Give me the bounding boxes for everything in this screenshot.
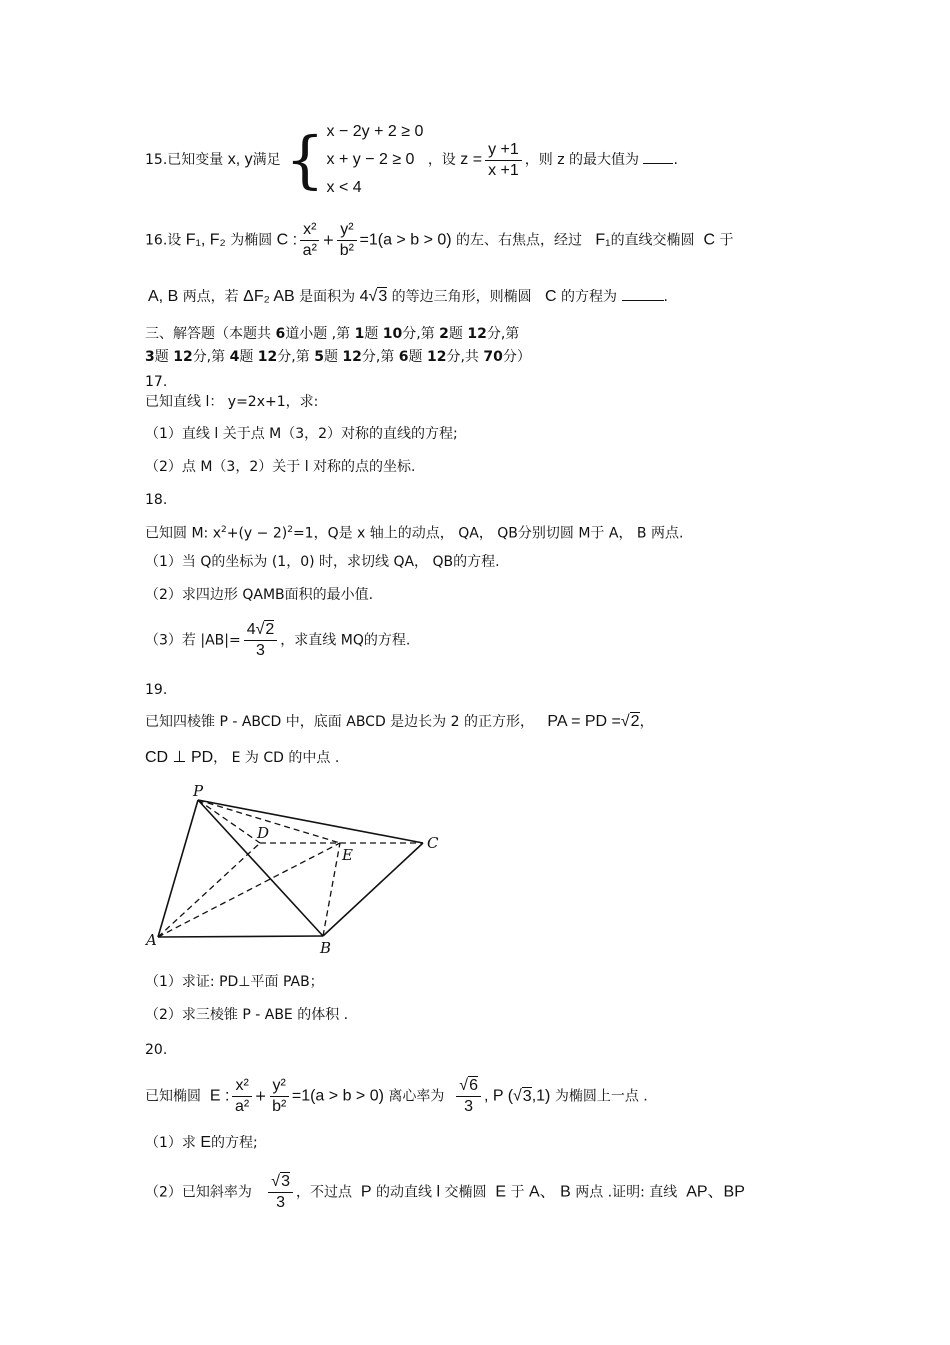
q16-prefix: 设 [167, 232, 182, 249]
q17-stem: 已知直线 l： y=2x+1，求: [145, 394, 319, 410]
slope-denominator: 3 [276, 1194, 286, 1211]
q16-tail: 的左、右焦点，经过 [456, 232, 583, 249]
q15-set: ，设 [427, 152, 456, 168]
q19-part-1: （1）求证: PD⊥平面 PAB； [145, 974, 324, 990]
sec-text: 分,第 [192, 349, 230, 365]
q16-triangle: ΔF₂ AB [243, 288, 295, 305]
sec-text: 题 [154, 349, 174, 365]
ab-numerator: 4√2 [244, 620, 278, 641]
q19-number: 19. [145, 682, 168, 698]
constraint-system [327, 118, 424, 202]
x-numerator: x² [232, 1076, 251, 1097]
constraint-3: x < 4 [326, 179, 362, 196]
q20-p2-d: 交椭圆 [444, 1184, 487, 1201]
sec-text: 三、解答题（本题共 [145, 326, 276, 342]
q18-p3-b: ，求直线 MQ的方程. [280, 632, 411, 649]
ab-fraction [244, 620, 278, 661]
q17-part-2: （2）点 M（3，2）关于 l 对称的点的坐标. [145, 459, 416, 475]
label-e: E [342, 846, 353, 864]
q15-line: 15.已知变量 x, y满足 { x − 2y + 2 ≥ 0 x + y − 2 ≥ 0 x < 4 ，设 z = $\frac{y +1}{x +1}$ ，则 z 的最大值为 . [145, 118, 678, 202]
label-p: P [193, 782, 204, 800]
q15-cond: 满足 [252, 152, 281, 168]
coef: 4 [246, 621, 256, 638]
x-numerator: x² [300, 220, 319, 241]
sec-num: 10 [382, 326, 403, 342]
sec-text: 分,共 [446, 349, 484, 365]
x-fraction [232, 1076, 251, 1117]
label-d: D [257, 824, 270, 842]
z-denominator: x +1 [488, 161, 519, 179]
q19-part-2: （2）求三棱锥 P - ABE 的体积 . [145, 1007, 349, 1023]
section-header-line-1 [145, 324, 519, 344]
sec-text: 分,第 [402, 326, 440, 342]
q16-c2: C [545, 288, 557, 305]
sec-text: 分） [502, 349, 531, 365]
exponent: 2 [220, 525, 227, 535]
edge-ad [158, 843, 260, 937]
q20-p2-b: ，不过点 [295, 1184, 352, 1201]
q18-part-2: （2）求四边形 QAMB面积的最小值. [145, 587, 374, 603]
radicand: 3 [281, 1173, 290, 1190]
q18-number: 18. [145, 492, 168, 508]
edge-pa [158, 800, 198, 937]
sec-num: 1 [354, 326, 365, 342]
q20-p2-P: P [360, 1183, 372, 1201]
sec-num: 5 [314, 349, 324, 365]
edge-ae [158, 843, 340, 937]
x-fraction [300, 220, 319, 261]
sec-text: 题 [408, 349, 427, 365]
q17-number: 17. [145, 374, 168, 390]
q15-prefix: 已知变量 [167, 152, 224, 168]
sec-num: 2 [439, 326, 449, 342]
sec-text: 题 [239, 349, 258, 365]
q16-tail2: 的直线交椭圆 [610, 232, 695, 249]
sec-num: 12 [173, 349, 193, 365]
z-fraction [485, 140, 522, 181]
q18-p3-a: （3）若 |AB|= [145, 632, 241, 649]
slope-numerator: √3 [268, 1172, 293, 1193]
q20-p2-f: 两点 .证明: 直线 [575, 1184, 678, 1201]
q16-ab: A, B [148, 288, 179, 305]
sec-text: 分,第 [486, 326, 520, 342]
sec-num: 6 [398, 349, 409, 365]
q20-stem-a: 已知椭圆 [145, 1088, 201, 1105]
area-coef: 4 [359, 288, 369, 305]
sec-num: 12 [257, 349, 278, 365]
q20-p2-l: l [436, 1183, 441, 1201]
q18-stem-c: =1，Q是 x 轴上的动点， QA， QB分别切圆 M于 A， B 两点. [292, 525, 684, 542]
answer-blank [622, 300, 664, 301]
label-c: C [427, 834, 439, 852]
z-numerator: y +1 [485, 140, 522, 161]
label-a: A [146, 931, 157, 949]
q16-f1: F₁ [595, 231, 611, 249]
q20-p2-g: AP、BP [686, 1183, 745, 1201]
sec-num: 3 [145, 349, 155, 365]
q20-p2-c: 的动直线 [376, 1184, 432, 1201]
q20-p1-b: 的方程; [211, 1135, 258, 1151]
radicand: 6 [469, 1077, 478, 1094]
q16-clabel: C : [276, 231, 298, 249]
constraint-2: x + y − 2 ≥ 0 [326, 151, 415, 168]
q15-tail: ，则 z 的最大值为 [524, 152, 639, 168]
q20-stem-b: 离心率为 [388, 1088, 445, 1105]
q20-part-2 [145, 1172, 745, 1213]
q19-line2-b: ， E 为 CD 的中点 . [213, 750, 340, 766]
sqrt-sign: √ [368, 288, 378, 305]
radicand: 2 [630, 713, 640, 730]
q19-stem [145, 712, 654, 732]
q16-c: C [703, 231, 716, 249]
x-denominator: a² [302, 242, 317, 259]
sqrt-sign: √ [620, 713, 630, 730]
q20-p2-a: （2）已知斜率为 [145, 1184, 252, 1201]
q15-number: 15. [145, 152, 168, 168]
sec-text: 分,第 [361, 349, 399, 365]
point-p-open: , P ( [483, 1087, 514, 1105]
q16-line-1: 16.设 F₁, F₂ 为椭圆 C : $\frac{\text{x²}}{\text{a²}}$ + $\frac{\text{y²}}{\text{b²}}$ =1(a > b > 0) 的左、右焦点，经过 F₁的直线交椭圆 C 于 [145, 221, 734, 259]
q16-mid: 为椭圆 [230, 232, 273, 249]
q18-stem-a: 已知圆 M: x [145, 525, 221, 542]
q20-part-1 [145, 1133, 258, 1153]
q16-eq: =1(a > b > 0) [359, 231, 452, 249]
system-brace: { [285, 123, 325, 196]
q16-text-b: 两点，若 [182, 289, 239, 305]
q16-yu: 于 [719, 232, 734, 249]
ecc-denominator: 3 [464, 1098, 474, 1115]
q16-line-2: A, B 两点，若 ΔF₂ AB 是面积为 4√3 的等边三角形，则椭圆 C 的方程为 . [148, 288, 668, 305]
sqrt-sign: √ [513, 1087, 522, 1105]
x-denominator: a² [235, 1098, 250, 1115]
section-header-line-2 [145, 347, 531, 367]
q19-math: PA = PD = [547, 713, 621, 730]
q15-zeq: z = [460, 151, 483, 168]
comma: ， [639, 714, 654, 730]
answer-blank [643, 163, 673, 164]
sec-text: 分,第 [277, 349, 315, 365]
q20-number: 20. [145, 1042, 168, 1058]
y-numerator: y² [337, 220, 356, 241]
q20-p1-e: E [200, 1134, 212, 1151]
q18-stem-b: +(y − 2) [226, 525, 288, 542]
point-p-close: ,1) [531, 1087, 551, 1105]
cd-perp-pd: CD ⊥ PD [145, 749, 214, 766]
q20-p2-E: E [495, 1183, 507, 1201]
sec-text: 道小题 ,第 [285, 326, 355, 342]
y-numerator: y² [270, 1076, 289, 1097]
q20-stem-c: 为椭圆上一点 . [554, 1088, 648, 1105]
q19-stem-a: 已知四棱锥 P - ABCD 中，底面 ABCD 是边长为 2 的正方形， [145, 714, 534, 730]
sec-num: 6 [275, 326, 286, 342]
q16-number: 16. [145, 232, 168, 249]
q17-part-1: （1）直线 l 关于点 M（3，2）对称的直线的方程; [145, 426, 458, 442]
radicand: 3 [522, 1087, 532, 1105]
ecc-numerator: √6 [456, 1076, 481, 1097]
q18-part-3 [145, 620, 410, 661]
ab-denominator: 3 [256, 642, 265, 659]
pyramid-figure [140, 780, 450, 960]
y-denominator: b² [339, 242, 354, 259]
q16-text-c: 是面积为 [299, 289, 356, 305]
q20-elabel: E : [209, 1087, 230, 1105]
label-b: B [320, 939, 332, 957]
q18-part-1: （1）当 Q的坐标为 (1，0) 时，求切线 QA， QB的方程. [145, 554, 500, 570]
edge-ab [158, 936, 323, 937]
y-denominator: b² [272, 1098, 287, 1115]
q20-p2-AB: A、 B [528, 1183, 571, 1201]
q20-p1-a: （1）求 [145, 1135, 196, 1151]
q16-foci: F₁, F₂ [185, 231, 226, 249]
eccentricity-fraction [456, 1076, 481, 1117]
q20-stem: 已知椭圆 E : $\frac{\text{x²}}{\text{a²}}$ + $\frac{\text{y²}}{\text{b²}}$ =1(a > b > 0) 离心率为 $\frac{√6}{3}$ , P (√3,1) 为椭圆上一点 . [145, 1077, 648, 1115]
q18-stem [145, 520, 683, 544]
slope-fraction [268, 1172, 293, 1213]
sec-text: 题 [448, 326, 468, 342]
q16-text-f: 的方程为 [561, 289, 618, 305]
sec-text: 题 [323, 349, 343, 365]
sec-num: 12 [342, 349, 362, 365]
constraint-1: x − 2y + 2 ≥ 0 [326, 123, 424, 140]
y-fraction [270, 1076, 289, 1117]
sec-num: 4 [229, 349, 240, 365]
exponent: 2 [287, 525, 293, 535]
area-radicand: 3 [378, 288, 388, 305]
q20-p2-e: 于 [510, 1184, 525, 1201]
y-fraction [337, 220, 356, 261]
q20-eq: =1(a > b > 0) [291, 1087, 384, 1105]
sec-text: 题 [364, 326, 383, 342]
radicand: 2 [265, 621, 275, 638]
q16-text-d: 的等边三角形，则椭圆 [391, 289, 532, 305]
sec-num: 12 [467, 326, 487, 342]
sec-num: 70 [483, 349, 503, 365]
q19-line-2 [145, 748, 339, 768]
q15-vars: x, y [227, 151, 253, 168]
sec-num: 12 [426, 349, 447, 365]
